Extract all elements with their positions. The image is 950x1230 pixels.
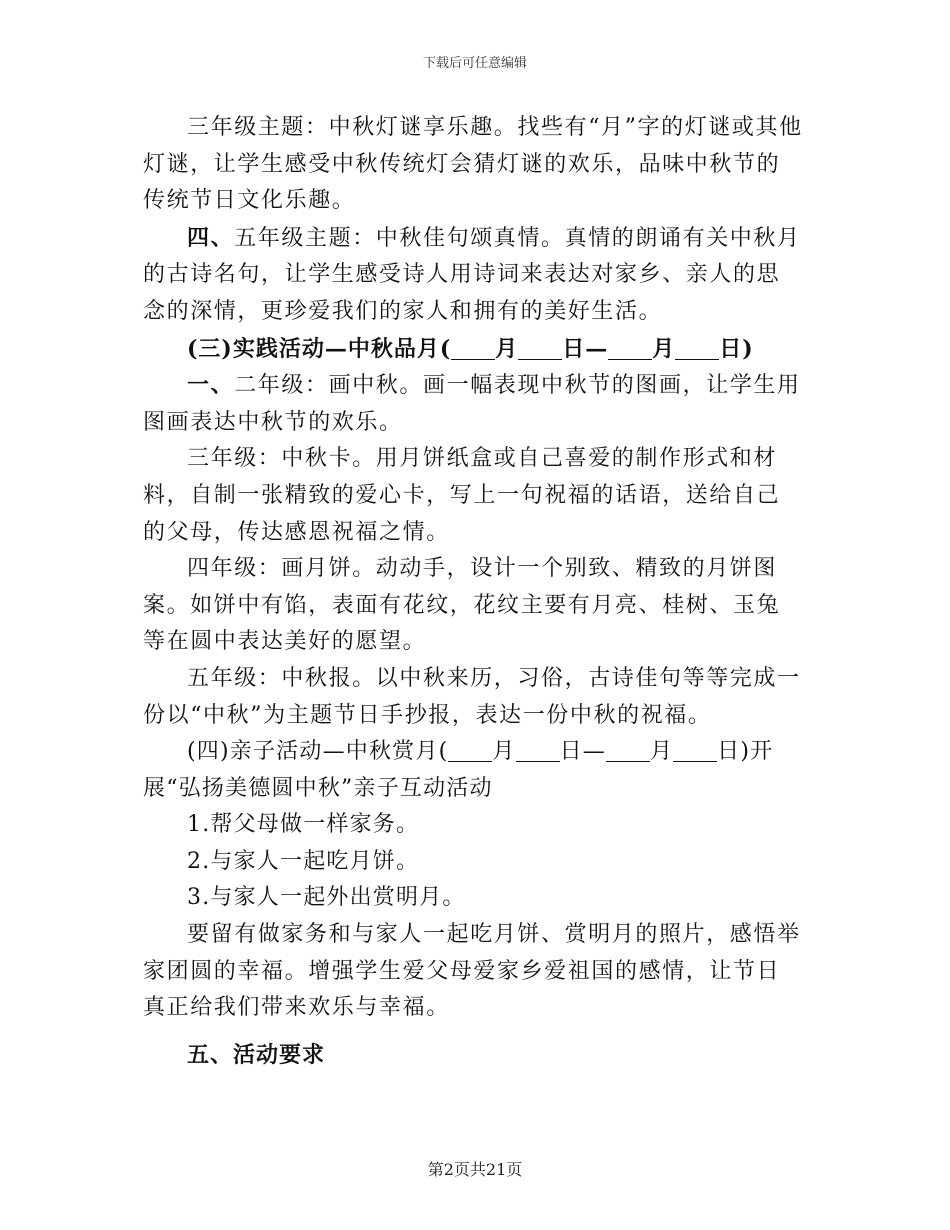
paragraph-text: 日)开展“弘扬美德圆中秋”亲子互动活动 <box>143 739 774 801</box>
list-item: 2.与家人一起吃月饼。 <box>187 848 420 874</box>
paragraph-parent-child <box>143 734 803 807</box>
paragraph-text: 日— <box>559 739 606 765</box>
paragraph-grade2 <box>143 367 803 441</box>
paragraph-grade3-theme: 三年级主题：中秋灯谜享乐趣。找些有“月”字的灯谜或其他灯谜，让学生感受中秋传统灯会猜灯谜的欢乐，品味中秋节的传统节日文化乐趣。 <box>143 115 803 214</box>
list-item: 3.与家人一起外出赏明月。 <box>187 885 466 911</box>
heading-text: 月 <box>495 335 519 362</box>
section-heading-practice <box>143 331 803 368</box>
paragraph-text: 五年级主题：中秋佳句颂真情。真情的朗诵有关中秋月的古诗名句，让学生感受诗人用诗词来表达对家乡、亲人的思念的深情，更珍爱我们的家人和拥有的美好生活。 <box>143 225 801 324</box>
blank-month <box>448 737 492 762</box>
section-number: 一、 <box>187 372 235 399</box>
blank-month <box>606 737 650 762</box>
heading-text: 日) <box>719 335 754 362</box>
heading-text: 月 <box>652 335 676 362</box>
paragraph-text: 二年级：画中秋。画一幅表现中秋节的图画，让学生用图画表达中秋节的欢乐。 <box>143 373 801 435</box>
paragraph-text: 月 <box>492 739 516 765</box>
heading-text: 日— <box>562 335 609 362</box>
paragraph-grade3-card: 三年级：中秋卡。用月饼纸盒或自己喜爱的制作形式和材料，自制一张精致的爱心卡，写上一句祝福的话语，送给自己的父母，传达感恩祝福之情。 <box>143 446 781 545</box>
blank-day <box>675 335 719 360</box>
paragraph-text: (四)亲子活动—中秋赏月( <box>187 739 449 765</box>
list-item: 1.帮父母做一样家务。 <box>187 812 420 838</box>
paragraph-grade5-theme <box>143 220 803 331</box>
page-footer: 第2页共21页 <box>427 1160 523 1179</box>
heading-text: (三)实践活动—中秋品月( <box>187 335 452 362</box>
paragraph-grade4: 四年级：画月饼。动动手，设计一个别致、精致的月饼图案。如饼中有馅，表面有花纹，花纹主要有月亮、桂树、玉兔等在圆中表达美好的愿望。 <box>143 556 781 655</box>
paragraph-text: 月 <box>649 739 674 765</box>
blank-month <box>608 335 652 360</box>
document-body <box>143 110 803 1073</box>
blank-day <box>673 737 717 762</box>
paragraph-grade5-paper: 五年级：中秋报。以中秋来历，习俗，古诗佳句等等完成一份以“中秋”为主题节日手抄报，表达一份中秋的祝福。 <box>143 665 801 728</box>
blank-month <box>451 335 495 360</box>
paragraph-photos: 要留有做家务和与家人一起吃月饼、赏明月的照片，感悟举家团圆的幸福。增强学生爱父母爱家乡爱祖国的感情，让节日真正给我们带来欢乐与幸福。 <box>143 922 801 1021</box>
blank-day <box>518 335 562 360</box>
blank-day <box>516 737 560 762</box>
section-heading-requirements: 五、活动要求 <box>187 1041 326 1068</box>
page-header: 下载后可任意编辑 <box>422 56 527 71</box>
section-number: 四、 <box>187 224 235 251</box>
